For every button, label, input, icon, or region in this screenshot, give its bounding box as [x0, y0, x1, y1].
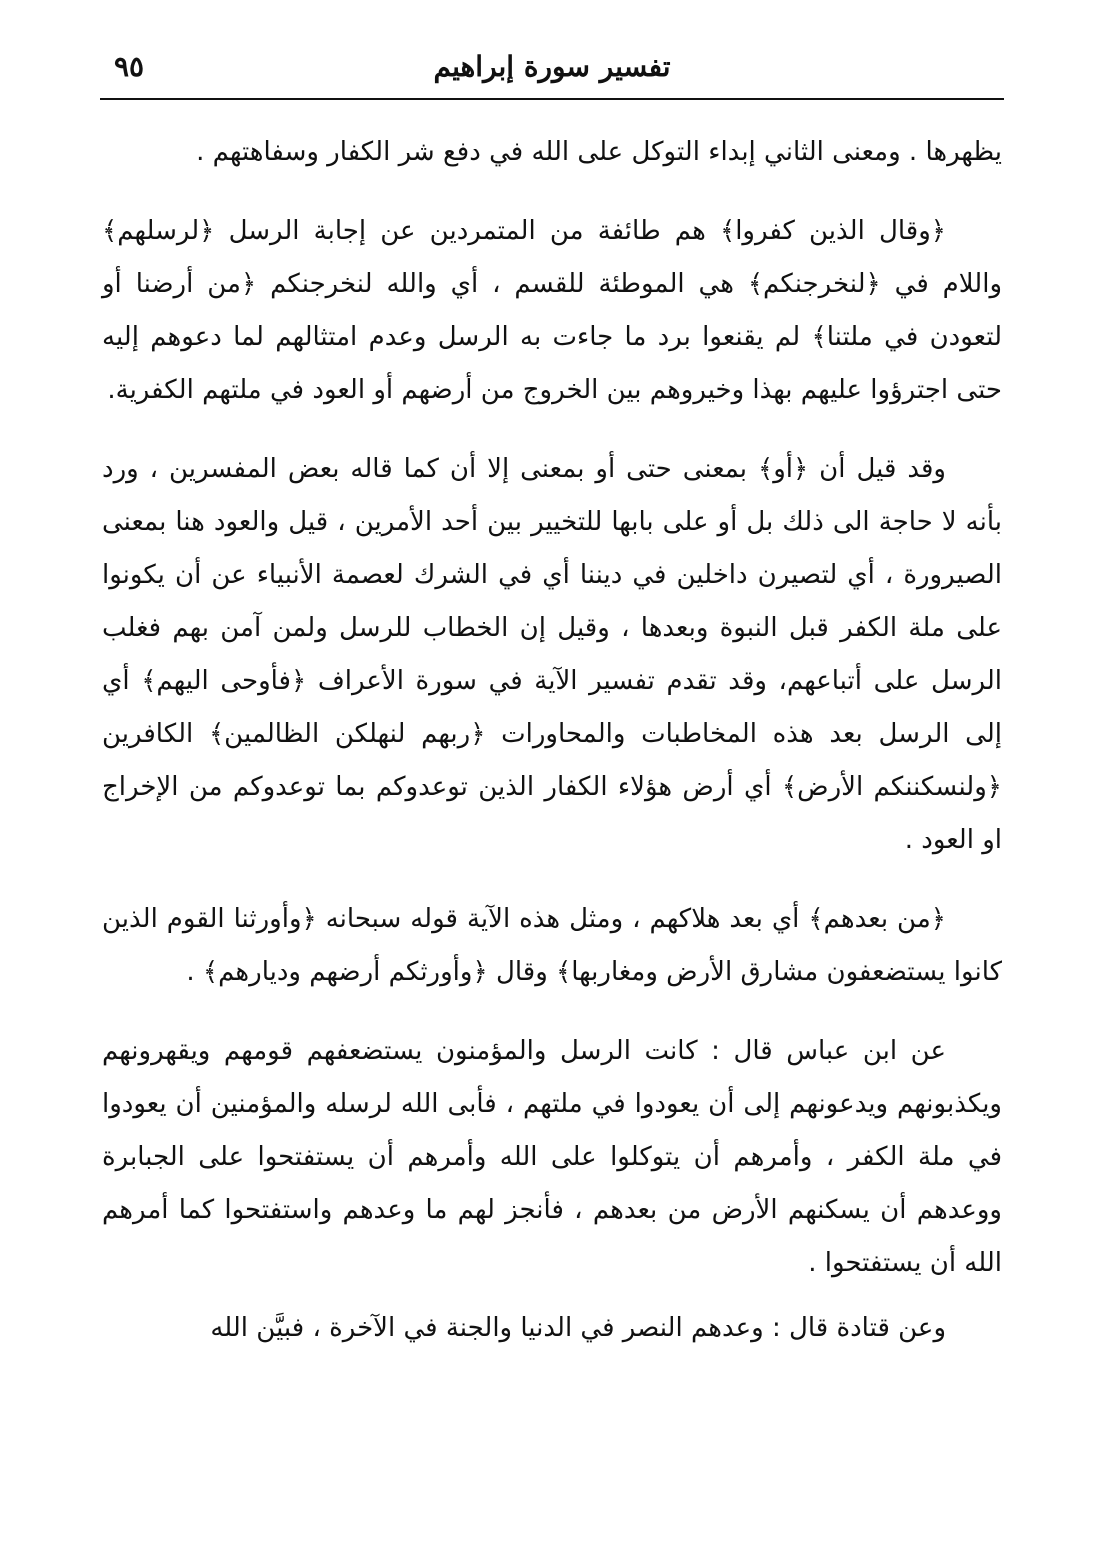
- running-title: تفسير سورة إبراهيم: [433, 50, 671, 83]
- paragraph-4: ﴿من بعدهم﴾ أي بعد هلاكهم ، ومثل هذه الآية قوله سبحانه ﴿وأورثنا القوم الذين كانوا يستضعفون مشارق الأرض ومغاربها﴾ وقال ﴿وأورثكم أرضهم وديارهم﴾ .: [102, 904, 1002, 987]
- page-number: ٩٥: [114, 50, 145, 83]
- page-body: [102, 126, 1002, 1355]
- paragraph-1: يظهرها . ومعنى الثاني إبداء التوكل على الله في دفع شر الكفار وسفاهتهم .: [196, 137, 1002, 167]
- running-header: [100, 40, 1004, 100]
- paragraph-2: ﴿وقال الذين كفروا﴾ هم طائفة من المتمردين عن إجابة الرسل ﴿لرسلهم﴾ واللام في ﴿لنخرجنكم﴾ هي الموطئة للقسم ، أي والله لنخرجنكم ﴿من أرضنا أو لتعودن في ملتنا﴾ لم يقنعوا برد ما جاءت به الرسل وعدم امتثالهم لما دعوهم إليه حتى اجترؤوا عليهم بهذا وخيروهم بين الخروج من أرضهم أو العود في ملتهم الكفرية.: [102, 216, 1002, 405]
- paragraph-5: عن ابن عباس قال : كانت الرسل والمؤمنون يستضعفهم قومهم ويقهرونهم ويكذبونهم ويدعونهم إلى أن يعودوا في ملتهم ، فأبى الله لرسله والمؤمنين أن يعودوا في ملة الكفر ، وأمرهم أن يتوكلوا على الله وأمرهم أن يستفتحوا على الجبابرة ووعدهم أن يسكنهم الأرض من بعدهم ، فأنجز لهم ما وعدهم واستفتحوا كما أمرهم الله أن يستفتحوا .: [102, 1036, 1002, 1278]
- paragraph-6: وعن قتادة قال : وعدهم النصر في الدنيا والجنة في الآخرة ، فبيَّن الله: [210, 1313, 946, 1343]
- paragraph-3: وقد قيل أن ﴿أو﴾ بمعنى حتى أو بمعنى إلا أن كما قاله بعض المفسرين ، ورد بأنه لا حاجة الى ذلك بل أو على بابها للتخيير بين أحد الأمرين ، قيل والعود هنا بمعنى الصيرورة ، أي لتصيرن داخلين في ديننا أي في الشرك لعصمة الأنبياء عن أن يكونوا على ملة الكفر قبل النبوة وبعدها ، وقيل إن الخطاب للرسل ولمن آمن بهم فغلب الرسل على أتباعهم، وقد تقدم تفسير الآية في سورة الأعراف ﴿فأوحى اليهم﴾ أي إلى الرسل بعد هذه المخاطبات والمحاورات ﴿ربهم لنهلكن الظالمين﴾ الكافرين ﴿ولنسكننكم الأرض﴾ أي أرض هؤلاء الكفار الذين توعدوكم بما توعدوكم من الإخراج او العود .: [102, 454, 1002, 855]
